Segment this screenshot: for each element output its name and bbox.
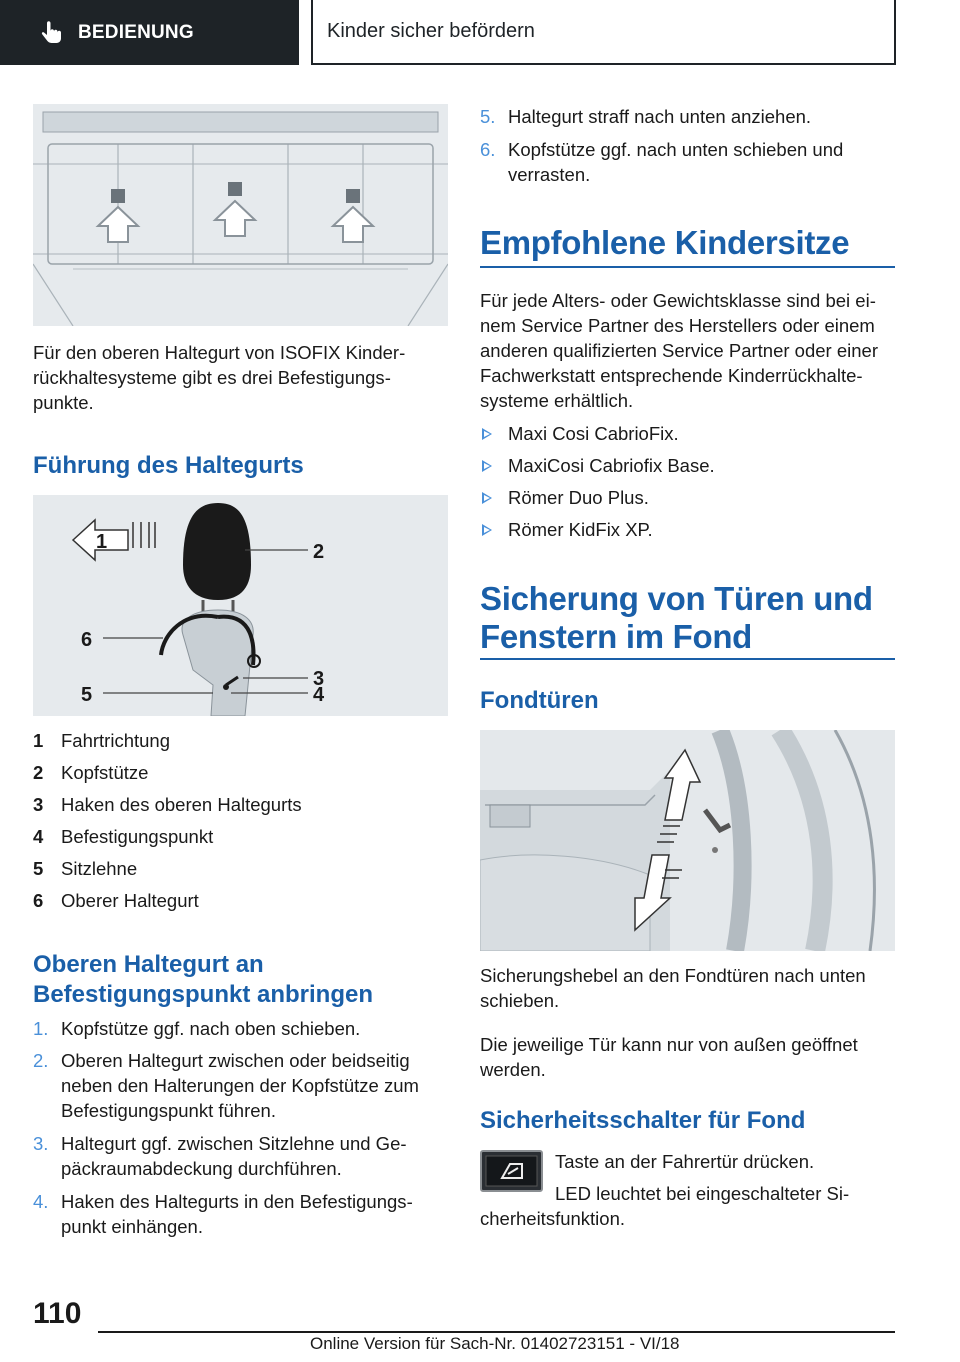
callout-4: 4 [313, 684, 325, 706]
isofix-anchor-figure [33, 104, 448, 326]
empfohlene-text: Für jede Alters- oder Gewichtsklasse sind bei einem Service Partner des Herstellers oder einem anderen qualifizierten Service Partner oder einer Fachwerkstatt entsprechende Kinderrückhaltesysteme erhältlich. [480, 290, 878, 411]
bullet-triangle-icon [482, 460, 492, 472]
legend-item: 1 Fahrtrichtung [33, 730, 170, 751]
legend-item: 3 Haken des oberen Haltegurts [33, 794, 302, 815]
heading-rule [480, 658, 895, 660]
heading-rule [480, 266, 895, 268]
section-tab[interactable] [0, 0, 299, 65]
bullet-triangle-icon [482, 428, 492, 440]
schalter-p2: LED leuchtet bei eingeschalteter Sicherheitsfunktion. [480, 1183, 850, 1229]
schalter-p2-line [480, 1181, 895, 1231]
fondtueren-p2: Die jeweilige Tür kann nur von außen geöffnet werden. [480, 1034, 858, 1080]
door-lock-figure [480, 730, 895, 951]
legend-item: 6 Oberer Haltegurt [33, 890, 199, 911]
footer-rule [98, 1331, 895, 1333]
heading-fondtueren: Fondtüren [480, 687, 599, 714]
bullet-triangle-icon [482, 492, 492, 504]
hand-pointer-icon [38, 19, 66, 47]
callout-1: 1 [96, 531, 108, 553]
bullet-triangle-icon [482, 524, 492, 536]
isofix-caption: Für den oberen Haltegurt von ISOFIX Kinderrückhaltesysteme gibt es drei Befestigungspunkte. [33, 342, 406, 413]
fondtueren-p1: Sicherungshebel an den Fondtüren nach unten schieben. [480, 965, 866, 1011]
callout-5: 5 [81, 684, 93, 706]
callout-6: 6 [81, 629, 93, 651]
callout-3: 3 [313, 668, 325, 690]
legend-item: 4 Befestigungspunkt [33, 826, 214, 847]
heading-fuehrung: Führung des Haltegurts [33, 452, 304, 479]
heading-empfohlene: Empfohlene Kindersitze [480, 224, 850, 261]
heading-anbringen: Oberen Haltegurt an Befestigungspunkt anbringen [33, 951, 374, 1008]
tether-routing-figure [33, 495, 448, 716]
page-title: Kinder sicher befördern [311, 0, 896, 65]
heading-sicherung: Sicherung von Türen und Fenstern im Fond [480, 580, 873, 655]
callout-2: 2 [313, 541, 325, 563]
online-version: Online Version für Sach-Nr. 01402723151 - VI/18 [310, 1334, 680, 1353]
heading-schalter: Sicherheitsschalter für Fond [480, 1107, 806, 1134]
legend-item: 5 Sitzlehne [33, 858, 138, 879]
page-number: 110 [33, 1297, 82, 1330]
schalter-p1: Taste an der Fahrertür drücken. [555, 1151, 815, 1172]
legend-item: 2 Kopfstütze [33, 762, 149, 783]
section-label: BEDIENUNG [78, 21, 194, 43]
